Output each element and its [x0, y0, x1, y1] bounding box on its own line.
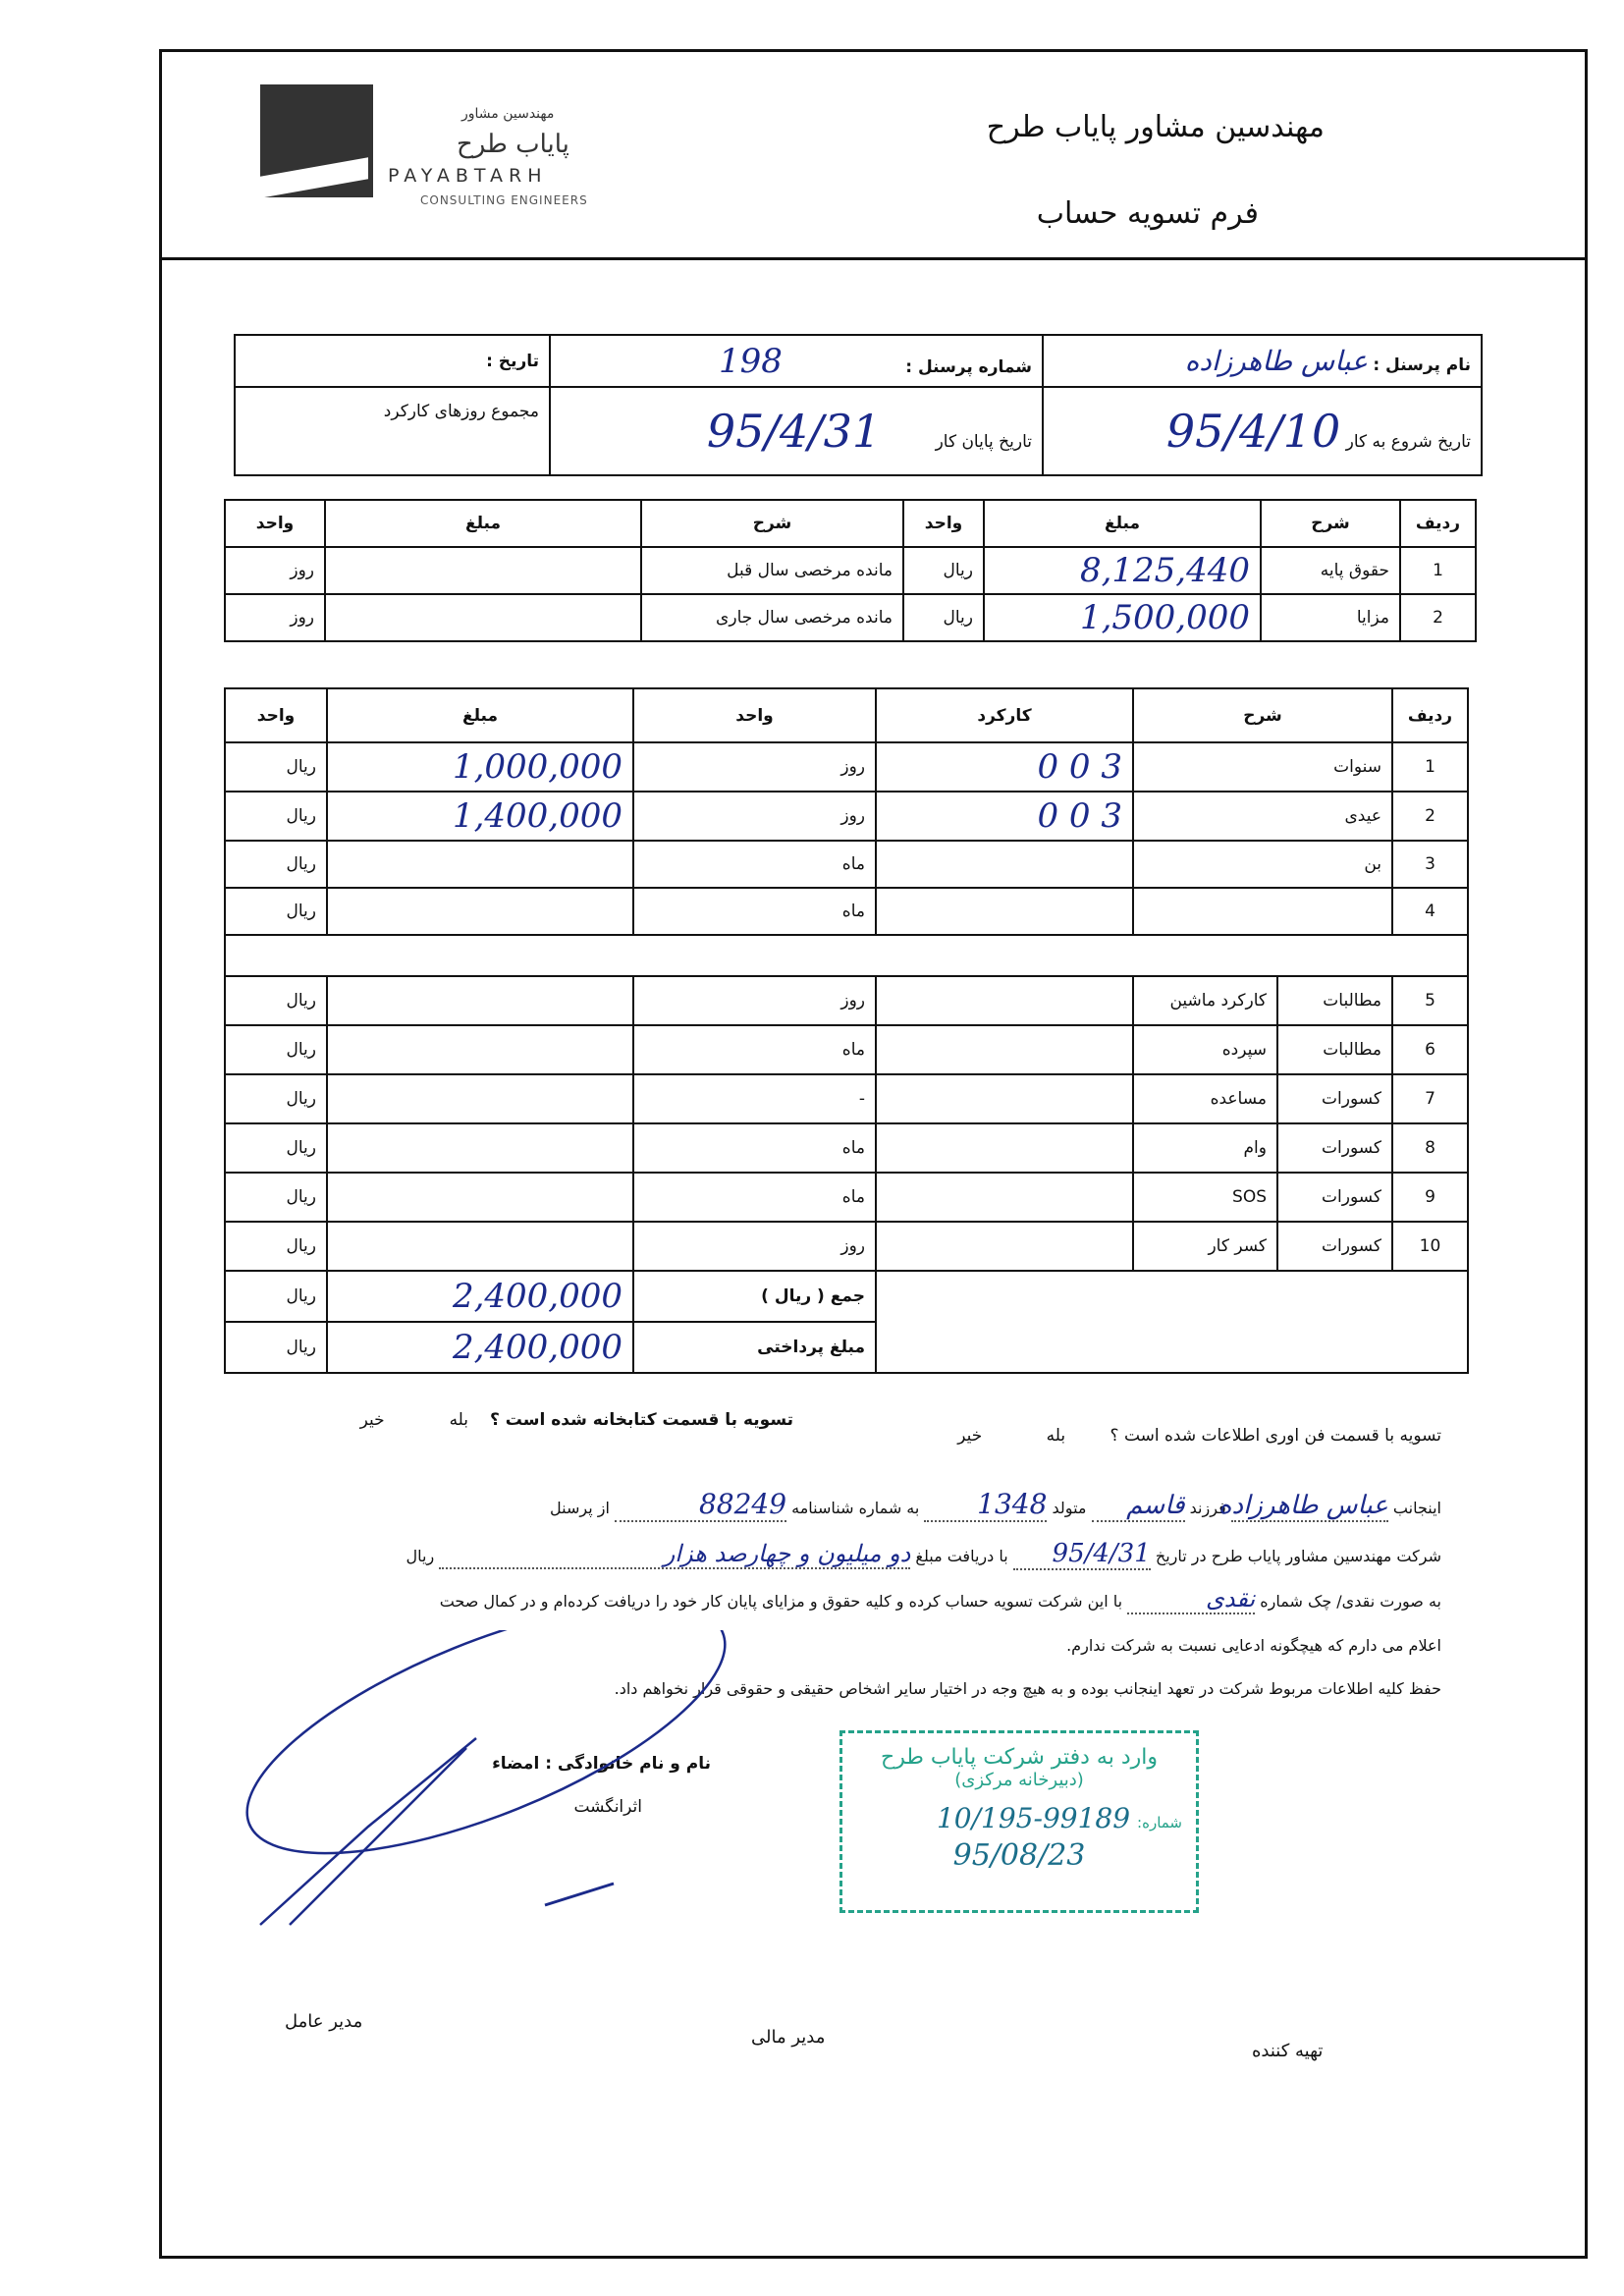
t1-h-desc2: شرح [641, 500, 903, 547]
decl-l1-c: متولد [1052, 1499, 1087, 1517]
t2-r8-amount [327, 1123, 633, 1173]
t2-r6-unit: ماه [633, 1025, 876, 1074]
it-no: خیر [957, 1426, 983, 1446]
salary-table [224, 499, 1477, 642]
t1-r2-row: 2 [1400, 594, 1476, 641]
t1-h-row: ردیف [1400, 500, 1476, 547]
stamp-date: 95/08/23 [952, 1838, 1086, 1873]
logo-en: PAYABTARH [388, 165, 548, 187]
t2-r9-work [876, 1173, 1133, 1222]
t2-r4-unit: ماه [633, 888, 876, 935]
declaration-line-2 [406, 1539, 1441, 1570]
t2-r5-cat: مطالبات [1277, 976, 1392, 1025]
t2-r6-row: 6 [1392, 1025, 1468, 1074]
total-unit: ریال [225, 1271, 327, 1322]
total-label: جمع ( ریال ) [633, 1271, 876, 1322]
decl-l2-c: ریال [406, 1547, 435, 1565]
table-row [225, 841, 1468, 888]
t2-r1-desc: سنوات [1133, 742, 1392, 792]
table-row [225, 888, 1468, 935]
decl-amount: دو میلیون و چهارصد هزار [439, 1540, 910, 1569]
t1-h-amount2: مبلغ [325, 500, 641, 547]
logo-fa: پایاب طرح [457, 130, 569, 159]
t2-r8-row: 8 [1392, 1123, 1468, 1173]
sign-label: نام و نام خانوادگی : امضاء [492, 1754, 711, 1774]
number-cell [550, 335, 1043, 387]
table-spacer-row [225, 935, 1468, 976]
t2-r2-amount: 1,400,000 [327, 792, 633, 841]
footer-ceo: مدیر عامل [285, 2011, 363, 2032]
declaration-line-3 [440, 1585, 1441, 1614]
t1-r2-desc: مزایا [1261, 594, 1400, 641]
end-cell [550, 387, 1043, 475]
t1-r2-desc2: مانده مرخصی سال جاری [641, 594, 903, 641]
declaration-line-4: اعلام می دارم که هیچگونه ادعایی نسبت به شرکت ندارم. [1066, 1636, 1441, 1655]
decl-id: 88249 [615, 1488, 786, 1522]
t2-r10-amount [327, 1222, 633, 1271]
t1-r1-desc2: مانده مرخصی سال قبل [641, 547, 903, 594]
t2-r4-unit2: ریال [225, 888, 327, 935]
t2-r2-desc: عیدی [1133, 792, 1392, 841]
t2-r3-amount [327, 841, 633, 888]
it-question-text: تسویه با قسمت فن اوری اطلاعات شده است ؟ [1110, 1426, 1441, 1446]
t2-r4-desc [1133, 888, 1392, 935]
decl-father: قاسم [1092, 1491, 1185, 1522]
end-label: تاریخ پایان کار [935, 432, 1032, 452]
t2-r1-unit: روز [633, 742, 876, 792]
t2-r9-unit: ماه [633, 1173, 876, 1222]
decl-l1-b: فرزند [1189, 1499, 1226, 1517]
t2-r9-row: 9 [1392, 1173, 1468, 1222]
t2-h-work: کارکرد [876, 688, 1133, 742]
t2-r2-unit2: ریال [225, 792, 327, 841]
date-label: تاریخ : [486, 351, 539, 371]
t2-r9-unit2: ریال [225, 1173, 327, 1222]
name-label: نام پرسنل : [1373, 355, 1471, 375]
table-row [225, 976, 1468, 1025]
t1-r1-amount2 [325, 547, 641, 594]
payable-value: 2,400,000 [327, 1322, 633, 1373]
library-question [360, 1410, 793, 1430]
footer-preparer: تهیه کننده [1252, 2041, 1324, 2061]
t2-r10-item: کسر کار [1133, 1222, 1277, 1271]
library-question-text: تسویه با قسمت کتابخانه شده است ؟ [489, 1410, 793, 1430]
total-blank [876, 1271, 1468, 1373]
t2-r1-row: 1 [1392, 742, 1468, 792]
payable-unit: ریال [225, 1322, 327, 1373]
t1-r1-row: 1 [1400, 547, 1476, 594]
t1-r1-unit2: روز [225, 547, 325, 594]
stamp-number: 10/195-99189 [936, 1802, 1131, 1834]
t2-r10-row: 10 [1392, 1222, 1468, 1271]
t1-r2-unit: ریال [903, 594, 984, 641]
days-cell [235, 387, 550, 475]
decl-l1-d: به شماره شناسنامه [791, 1499, 920, 1517]
t2-r2-row: 2 [1392, 792, 1468, 841]
t2-r10-cat: کسورات [1277, 1222, 1392, 1271]
settlement-table [224, 687, 1469, 1374]
decl-l3-b: با این شرکت تسویه حساب کرده و کلیه حقوق و مزایای پایان کار خود را دریافت کرده‌ام و در کمال صحت [439, 1592, 1123, 1611]
table-row [225, 792, 1468, 841]
t2-r3-unit: ماه [633, 841, 876, 888]
decl-payment: نقدی [1127, 1585, 1255, 1614]
end-value: 95/4/31 [706, 405, 882, 458]
t2-r6-work [876, 1025, 1133, 1074]
form-title: فرم تسویه حساب [1036, 196, 1259, 231]
start-cell [1043, 387, 1482, 475]
table-row [225, 1123, 1468, 1173]
t2-r6-cat: مطالبات [1277, 1025, 1392, 1074]
t2-r4-work [876, 888, 1133, 935]
t2-r4-row: 4 [1392, 888, 1468, 935]
t2-h-row: ردیف [1392, 688, 1468, 742]
t1-h-unit: واحد [903, 500, 984, 547]
table-row [225, 1222, 1468, 1271]
t2-r9-cat: کسورات [1277, 1173, 1392, 1222]
decl-birth: 1348 [924, 1488, 1047, 1522]
number-value: 198 [718, 341, 783, 381]
t2-r5-work [876, 976, 1133, 1025]
t2-r9-item: SOS [1133, 1173, 1277, 1222]
t2-r10-work [876, 1222, 1133, 1271]
t2-r2-work: 3 0 0 [876, 792, 1133, 841]
t2-r8-unit: ماه [633, 1123, 876, 1173]
t2-r10-unit: روز [633, 1222, 876, 1271]
it-question [957, 1426, 1441, 1446]
declaration-line-1 [550, 1488, 1441, 1522]
t2-r3-row: 3 [1392, 841, 1468, 888]
name-cell [1043, 335, 1482, 387]
t2-h-unit: واحد [633, 688, 876, 742]
table-row [225, 1074, 1468, 1123]
t2-r1-unit2: ریال [225, 742, 327, 792]
t2-r7-work [876, 1074, 1133, 1123]
footer-finance: مدیر مالی [751, 2027, 826, 2048]
t1-r1-amount: 8,125,440 [984, 547, 1261, 594]
t2-r6-unit2: ریال [225, 1025, 327, 1074]
t2-r4-amount [327, 888, 633, 935]
t2-r6-amount [327, 1025, 633, 1074]
t2-r7-row: 7 [1392, 1074, 1468, 1123]
t2-r5-unit2: ریال [225, 976, 327, 1025]
stamp-num-label: شماره: [1137, 1814, 1182, 1831]
decl-date: 95/4/31 [1013, 1539, 1151, 1570]
start-value: 95/4/10 [1165, 405, 1341, 458]
decl-l2-b: با دریافت مبلغ [915, 1547, 1008, 1565]
t2-r8-cat: کسورات [1277, 1123, 1392, 1173]
decl-name: عباس طاهرزاده [1218, 1491, 1388, 1520]
it-yes: بله [1046, 1426, 1066, 1446]
signature-scribble [221, 1630, 771, 1935]
t2-r1-work: 3 0 0 [876, 742, 1133, 792]
header-divider [159, 257, 1588, 260]
t2-r1-amount: 1,000,000 [327, 742, 633, 792]
t2-r7-amount [327, 1074, 633, 1123]
decl-l1-a: اینجانب [1392, 1499, 1441, 1517]
received-stamp [839, 1730, 1199, 1913]
t2-r5-amount [327, 976, 633, 1025]
t1-h-unit2: واحد [225, 500, 325, 547]
date-cell [235, 335, 550, 387]
table-row [225, 1173, 1468, 1222]
table-row [225, 594, 1476, 641]
t2-r3-unit2: ریال [225, 841, 327, 888]
number-label: شماره پرسنل : [905, 356, 1032, 377]
t2-r7-cat: کسورات [1277, 1074, 1392, 1123]
total-value: 2,400,000 [327, 1271, 633, 1322]
table-row [225, 742, 1468, 792]
t1-r1-desc: حقوق پایه [1261, 547, 1400, 594]
t2-h-amount: مبلغ [327, 688, 633, 742]
t1-h-amount: مبلغ [984, 500, 1261, 547]
t1-r2-unit2: روز [225, 594, 325, 641]
t2-r8-item: وام [1133, 1123, 1277, 1173]
payable-label: مبلغ پرداختی [633, 1322, 876, 1373]
table-row [225, 1025, 1468, 1074]
decl-l1-e: از پرسنل [550, 1499, 610, 1517]
t2-r7-item: مساعده [1133, 1074, 1277, 1123]
library-yes: بله [449, 1410, 469, 1430]
decl-l2-a: شرکت مهندسین مشاور پایاب طرح در تاریخ [1155, 1547, 1441, 1565]
t2-r3-work [876, 841, 1133, 888]
company-title: مهندسین مشاور پایاب طرح [986, 110, 1325, 144]
t2-r7-unit2: ریال [225, 1074, 327, 1123]
t2-h-unit2: واحد [225, 688, 327, 742]
logo-fa-small: مهندسین مشاور [461, 106, 555, 122]
t1-r2-amount2 [325, 594, 641, 641]
fingerprint-label: اثرانگشت [573, 1797, 642, 1817]
t2-r2-unit: روز [633, 792, 876, 841]
table-row [225, 547, 1476, 594]
t2-r6-item: سپرده [1133, 1025, 1277, 1074]
t1-r2-amount: 1,500,000 [984, 594, 1261, 641]
library-no: خیر [359, 1410, 385, 1430]
t2-r5-item: کارکرد ماشین [1133, 976, 1277, 1025]
stamp-sub: (دبیرخانه مرکزی) [954, 1770, 1084, 1790]
logo-en-sub: CONSULTING ENGINEERS [420, 193, 588, 207]
t1-h-desc: شرح [1261, 500, 1400, 547]
name-value: عباس طاهرزاده [1184, 345, 1368, 377]
t2-h-desc: شرح [1133, 688, 1392, 742]
start-label: تاریخ شروع به کار [1345, 432, 1471, 452]
t2-r8-unit2: ریال [225, 1123, 327, 1173]
t2-r3-desc: بن [1133, 841, 1392, 888]
t2-r10-unit2: ریال [225, 1222, 327, 1271]
days-label: مجموع روزهای کارکرد [383, 402, 539, 421]
t2-r8-work [876, 1123, 1133, 1173]
declaration-line-5: حفظ کلیه اطلاعات مربوط شرکت در تعهد اینجانب بوده و به هیچ وجه در اختیار سایر اشخاص حقیقی و حقوقی قرار نخواهم داد. [614, 1679, 1441, 1698]
t2-r9-amount [327, 1173, 633, 1222]
decl-l3-a: به صورت نقدی/ چک شماره [1260, 1592, 1441, 1611]
personnel-table [234, 334, 1483, 476]
t2-r5-row: 5 [1392, 976, 1468, 1025]
total-row [225, 1271, 1468, 1322]
stamp-title: وارد به دفتر شرکت پایاب طرح [881, 1745, 1158, 1770]
t2-r5-unit: روز [633, 976, 876, 1025]
t2-r7-unit: - [633, 1074, 876, 1123]
t1-r1-unit: ریال [903, 547, 984, 594]
